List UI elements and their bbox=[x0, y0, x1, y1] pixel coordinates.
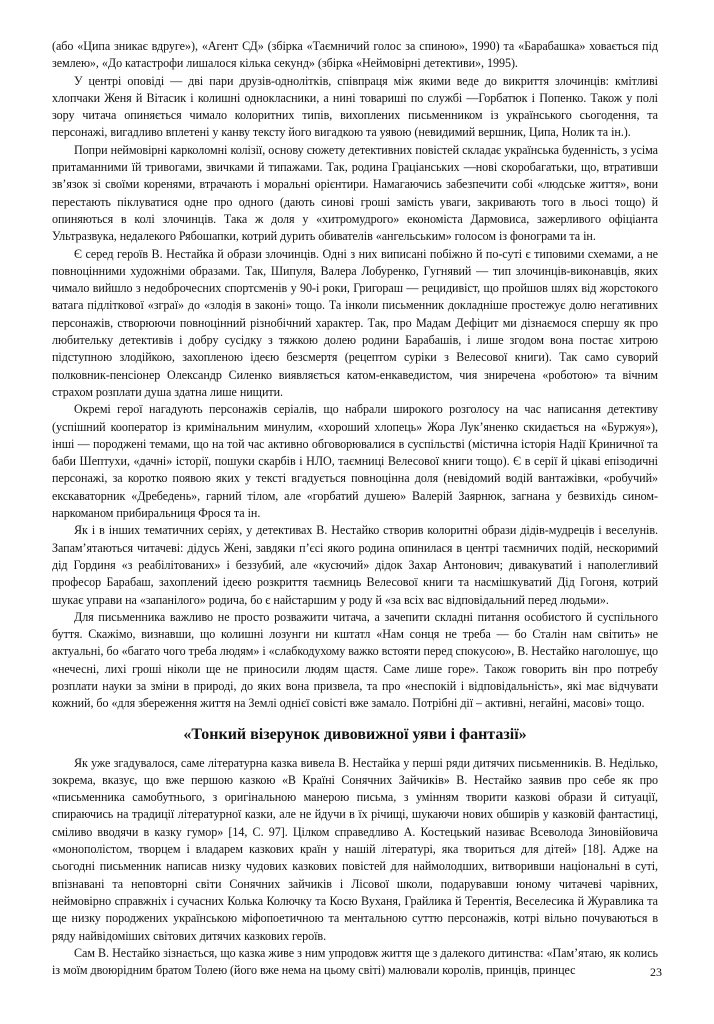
section-heading: «Тонкий візерунок дивовижної уяви і фантазії» bbox=[183, 725, 527, 743]
paragraph: Є серед героїв В. Нестайка й образи злочинців. Одні з них виписані побіжно й по-суті є типовими схемами, а не повноцінними художніми образами. Так, Шипуля, Валера Лобуренко, Гугнявий — тип злочинців-виконавців, яких чимало вийшло з недоброчесних спортсменів у 90-і роки, Григораш — рецидивіст, що пройшов шлях від жорстокого ватага підліткової «зграї» до «злодія в законі» тощо. Та інколи письменник докладніше простежує долю негативних персонажів, створюючи повноцінний різнобічний характер. Так, про Мадам Дефіцит ми дізнаємося спершу як про любительку детективів і добру сусідку з тяжкою долею родини Барабашів, і лише згодом вона постає хитрою підступною злодійкою, захопленою ідеєю безсмертя (рецептом суріки з Велесової книги). Так само суворий полковник-пенсіонер Олександр Силенко виявляється катом-енкаведистом, чия зниречена «роботою» та вічним страхом розплати душа здатна лише нищити. bbox=[52, 246, 658, 399]
section-article-continuation bbox=[52, 38, 658, 713]
paragraph: Як і в інших тематичних серіях, у детективах В. Нестайко створив колоритні образи дідів-мудреців і веселунів. Запам’ятаються читачеві: дідусь Жені, завдяки п’єсі якого родина опинилася в центрі таємничих подій, нескоримий дід Гординя «з реабілітованих» і беззубий, але «кусючий» дідок Захар Антонович; дивакуватий і наполегливий професор Барабаш, захоплений ідеєю розкриття таємниць Велесової книги та насмішкуватий Дід Гогоня, котрий шукає управи на «запанілого» родича, бо є найстаршим у роду й «за всіх вас відповідальний перед людьми». bbox=[52, 523, 658, 607]
paragraph: Окремі герої нагадують персонажів серіалів, що набрали широкого розголосу на час написання детективу (успішний кооператор із кримінальним минулим, «хороший хлопець» Жора Лук’яненко скидається на «Буржуя»), інші — породжені темами, що на той час активно обговорювалися в суспільстві (містична історія Надії Криничної та баби Шептухи, «дачні» історії, пошуки скарбів і НЛО, таємниці Велесової книги тощо). Є в серії й цікаві епізодичні персонажі, за коротко появою яких у тексті вгадується повноцінна доля (невідомий водій вантажівки, «робучий» екскаваторник «Дребедень», гарний тілом, але «горбатий душею» Валерій Заярнюк, загнана у безвихідь сином-наркоманом прибиральниця Фрося та ін. bbox=[52, 402, 658, 521]
paragraph: Сам В. Нестайко зізнається, що казка живе з ним упродовж життя ще з далекого дитинства: «Пам’ятаю, як колись із моїм двоюрідним братом Толею (його вже нема на цьому світі) малювали королів, принців, принцес bbox=[52, 945, 658, 978]
page-number: 23 bbox=[650, 965, 662, 979]
paragraph: У центрі оповіді — дві пари друзів-однолітків, співпраця між якими веде до викриття злочинців: кмітливі хлопчаки Женя й Вітасик і колишні однокласники, а нині товариші по службі —Горбатюк і Попенко. Також у полі зору читача опиняється чимало колоритних типів, вихоплених письменником із українського сьогодення, та персонажі, вигадливо вплетені у канву тексту його вигадкою та уявою (невидимий вершник, Ципа, Нолик та ін.). bbox=[52, 73, 658, 140]
paragraph: (або «Ципа зникає вдруге»), «Агент СД» (збірка «Таємничий голос за спиною», 1990) та «Барабашка» ховається під землею», «До катастрофи лишалося кілька секунд» (збірка «Неймовірні детективи», 1995). bbox=[52, 39, 658, 71]
section-fairy-tale bbox=[52, 755, 658, 980]
paragraph: Для письменника важливо не просто розважити читача, а зачепити складні питання особистого й суспільного буття. Скажімо, визнавши, що колишні лозунги ни кштатл «Нам сонця не треба — бо Сталін нам світить» не актуальні, бо «багато чого треба людям» і «слабкодухому важко встояти перед спокусою», В. Нестайко наголошує, що «нечесні, лихі гроші ніколи ще не приносили людям щастя. Саме лише горе». Також говорить він про потребу розплати науки за зміни в природі, до яких вона призвела, та про «неспокій і відповідальність», які має відчувати кожний, бо «для збереження життя на Землі однієї совісті вже замало. Потрібні дії – активні, негайні, масові» тощо. bbox=[52, 609, 658, 711]
paragraph: Попри неймовірні карколомні колізії, основу сюжету детективних повістей складає українська буденність, з усіма притаманними їй тривогами, звичками й типажами. Так, родина Граціанських —нові скоробагатьки, що, втративши зв’язок зі своїми коренями, втрачають і моральні орієнтири. Намагаючись забезпечити собі «людське життя», вони перестають піклуватися одне про одного (дають синові гроші замість уваги, закривають того в льосі тощо) й опиняються в колі злочинців. Така ж доля у «хитромудрого» економіста Дармовиса, зажерливого офіціанта Ультразвука, недалекого Рябошапки, котрий дурить обивателів «ангельським» голосом із фонограми та ін. bbox=[52, 142, 658, 244]
paragraph: Як уже згадувалося, саме літературна казка вивела В. Нестайка у перші ряди дитячих письменників. В. Неділько, зокрема, вказує, що вже першою казкою «В Країні Сонячних Зайчиків» В. Нестайко заявив про себе як про «письменника самобутнього, з оригінальною манерою письма, з умінням творити казкові образи й ситуації, спираючись на традиції літературної казки, але не йдучи в їх річищі, шукаючи нових обширів у казковій фантастиці, сміливо вводячи в казку гумор» [14, С. 97]. Цілком справедливо А. Костецький називає Всеволода Зиновійовича «монополістом, творцем і владарем казкових країн у нашій літературі, яка твориться для дітей» [18]. Адже на сьогодні письменник написав низку чудових казкових повістей для наймолодших, витворивши національні в суті, впізнавані та неповторні світи Сонячних зайчиків і Лісової школи, подарувавши юному читачеві чарівних, неймовірно справжніх і сучасних Колька Колючку та Косю Вуханя, Грайлика й Терентія, Веселесика й Журавлика та ще низку породжених українською міфопоетичною та ментальною суттю персонажів, котрі вільно почуваються в ряду найвідоміших світових дитячих казкових героїв. bbox=[52, 755, 658, 943]
